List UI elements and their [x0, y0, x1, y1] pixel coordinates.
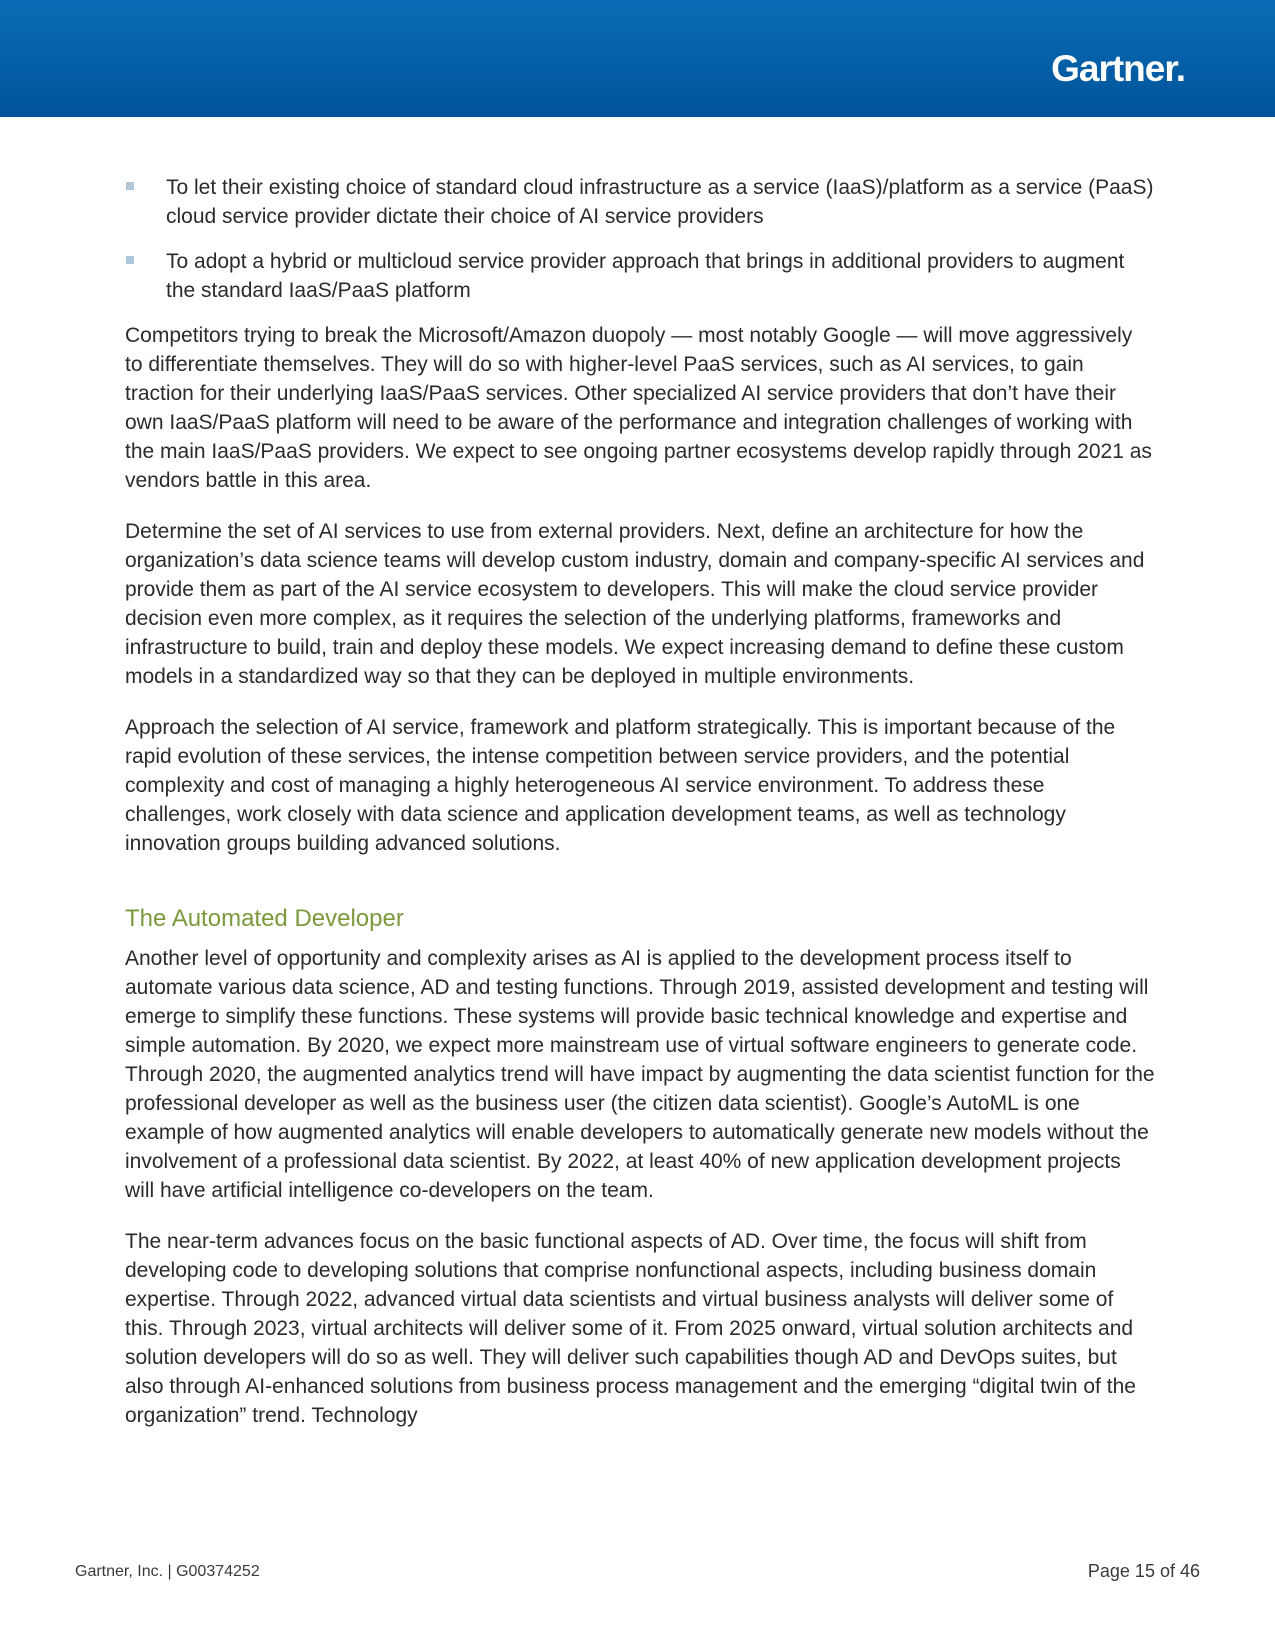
page-content — [125, 173, 1155, 1452]
bullet-list — [125, 173, 1155, 305]
section-heading: The Automated Developer — [125, 905, 404, 932]
footer-document-id: Gartner, Inc. | G00374252 — [75, 1563, 260, 1580]
header-band — [0, 0, 1275, 117]
bullet-text: To let their existing choice of standard cloud infrastructure as a service (IaaS)/platform as a service (PaaS) cloud service provider dictate their choice of AI service providers — [166, 176, 1154, 228]
body-paragraph: Another level of opportunity and complexity arises as AI is applied to the development process itself to automate various data science, AD and testing functions. Through 2019, assisted development and testing will emerge to simplify these functions. These systems will provide basic technical knowledge and expertise and simple automation. By 2020, we expect more mainstream use of virtual software engineers to generate code. Through 2020, the augmented analytics trend will have impact by augmenting the data scientist function for the professional developer as well as the business user (the citizen data scientist). Google’s AutoML is one example of how augmented analytics will enable developers to automatically generate new models without the involvement of a professional data scientist. By 2022, at least 40% of new application development projects will have artificial intelligence co-developers on the team. — [125, 947, 1155, 1202]
bullet-text: To adopt a hybrid or multicloud service provider approach that brings in additional providers to augment the standard IaaS/PaaS platform — [166, 250, 1125, 302]
bullet-item — [125, 247, 1155, 305]
square-bullet-icon — [126, 256, 134, 264]
body-paragraph: The near-term advances focus on the basic functional aspects of AD. Over time, the focus will shift from developing code to developing solutions that comprise nonfunctional aspects, including business domain expertise. Through 2022, advanced virtual data scientists and virtual business analysts will deliver some of this. Through 2023, virtual architects will deliver some of it. From 2025 onward, virtual solution architects and solution developers will do so as well. They will deliver such capabilities though AD and DevOps suites, but also through AI-enhanced solutions from business process management and the emerging “digital twin of the organization” trend. Technology — [125, 1230, 1136, 1427]
gartner-logo: Gartner. — [1051, 48, 1185, 89]
square-bullet-icon — [126, 182, 134, 190]
body-paragraph: Competitors trying to break the Microsoft/Amazon duopoly — most notably Google — will move aggressively to differentiate themselves. They will do so with higher-level PaaS services, such as AI services, to gain traction for their underlying IaaS/PaaS services. Other specialized AI service providers that don’t have their own IaaS/PaaS platform will need to be aware of the performance and integration challenges of working with the main IaaS/PaaS providers. We expect to see ongoing partner ecosystems develop rapidly through 2021 as vendors battle in this area. — [125, 324, 1152, 492]
footer-page-number: Page 15 of 46 — [1087, 1561, 1200, 1581]
bullet-item — [125, 173, 1155, 231]
body-paragraph: Approach the selection of AI service, framework and platform strategically. This is important because of the rapid evolution of these services, the intense competition between service providers, and the potential complexity and cost of managing a highly heterogeneous AI service environment. To address these challenges, work closely with data science and application development teams, as well as technology innovation groups building advanced solutions. — [125, 716, 1116, 855]
body-paragraph: Determine the set of AI services to use from external providers. Next, define an architecture for how the organization’s data science teams will develop custom industry, domain and company-specific AI services and provide them as part of the AI service ecosystem to developers. This will make the cloud service provider decision even more complex, as it requires the selection of the underlying platforms, frameworks and infrastructure to build, train and deploy these models. We expect increasing demand to define these custom models in a standardized way so that they can be deployed in multiple environments. — [125, 520, 1145, 688]
